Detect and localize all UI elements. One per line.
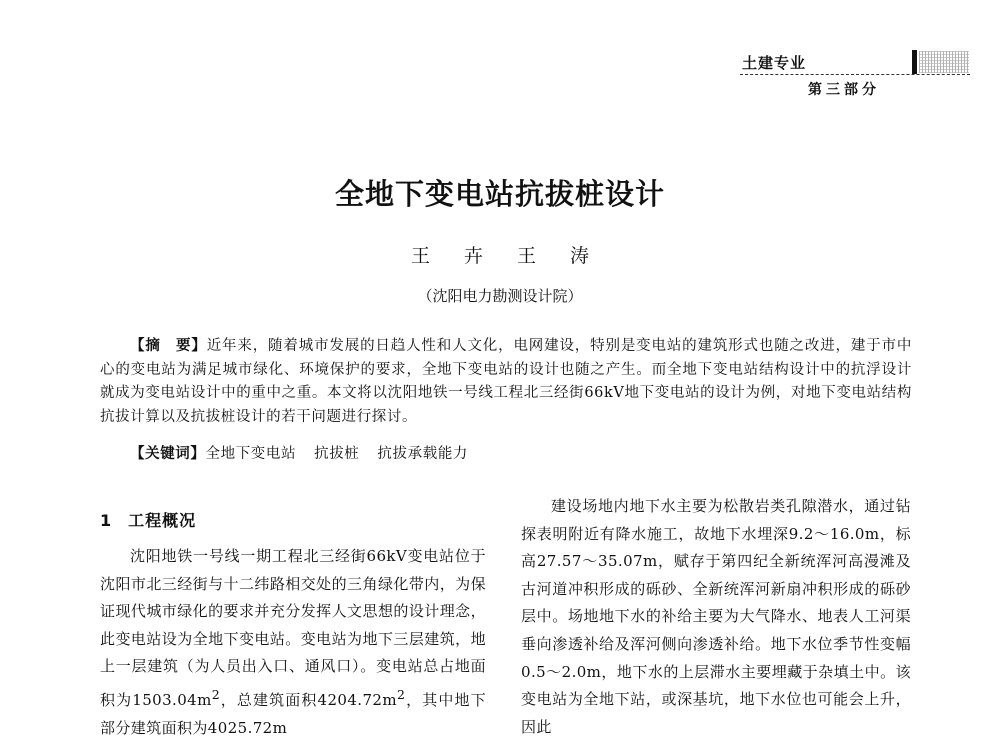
left-text-part-2: ，总建筑面积4204.72m [220,690,397,709]
left-text-part-3: ，其中地下部分建筑面积为4025.72m [100,690,486,737]
section-title: 工程概况 [128,511,197,530]
superscript: 2 [397,686,406,702]
keyword-item: 抗拔承载能力 [377,446,469,462]
abstract-label: 【摘 要】 [130,338,207,354]
keywords-label: 【关键词】 [130,446,206,462]
keyword-item: 抗拔桩 [314,446,360,462]
left-column-paragraph [100,543,486,742]
header-dashed-rule [740,74,970,75]
abstract [100,335,912,429]
running-header-section: 土建专业 [742,54,807,72]
paper-title: 全地下变电站抗拔桩设计 [334,177,665,211]
abstract-text: 近年来，随着城市发展的日趋人性和人文化，电网建设，特别是变电站的建筑形式也随之改进，建于市中心的变电站为满足城市绿化、环境保护的要求，全地下变电站的设计也随之产生。而全地下变电站结构设计中的抗浮设计就成为变电站设计中的重中之重。本文将以沈阳地铁一号线工程北三经街66kV地下变电站的设计为例，对地下变电站结构抗拔计算以及抗拔桩设计的若干问题进行探讨。 [100,338,913,425]
header-marker-bar [912,50,917,74]
author-affiliation: （沈阳电力勘测设计院） [417,287,583,305]
left-text-part-1: 沈阳地铁一号线一期工程北三经街66kV变电站位于沈阳市北三经街与十二纬路相交处的三角绿化带内，为保证现代城市绿化的要求并充分发挥人文思想的设计理念，此变电站设为全地下变电站。变电站为地下三层建筑，地上一层建筑（为人员出入口、通风口）。变电站总占地面积为1503.04m [100,547,486,709]
running-header-part: 第三部分 [808,82,880,98]
section-heading [100,508,196,531]
section-number: 1 [100,511,113,530]
right-column-paragraph: 建设场地内地下水主要为松散岩类孔隙潜水，通过钻探表明附近有降水施工，故地下水埋深9.2～16.0m，标高27.57～35.07m，赋存于第四纪全新统浑河高漫滩及古河道冲积形成的砾砂、全新统浑河新扇冲积形成的砾砂层中。场地地下水的补给主要为大气降水、地表人工河渠垂向渗透补给及浑河侧向渗透补给。地下水位季节性变幅0.5～2.0m，地下水的上层滞水主要埋藏于杂填土中。该变电站为全地下站，或深基坑，地下水位也可能会上升，因此 [521,497,911,736]
keyword-item: 全地下变电站 [205,446,297,462]
paper-authors: 王 卉 王 涛 [410,245,604,267]
superscript: 2 [211,686,221,702]
keywords [130,442,486,463]
header-decorative-pattern [919,51,969,73]
